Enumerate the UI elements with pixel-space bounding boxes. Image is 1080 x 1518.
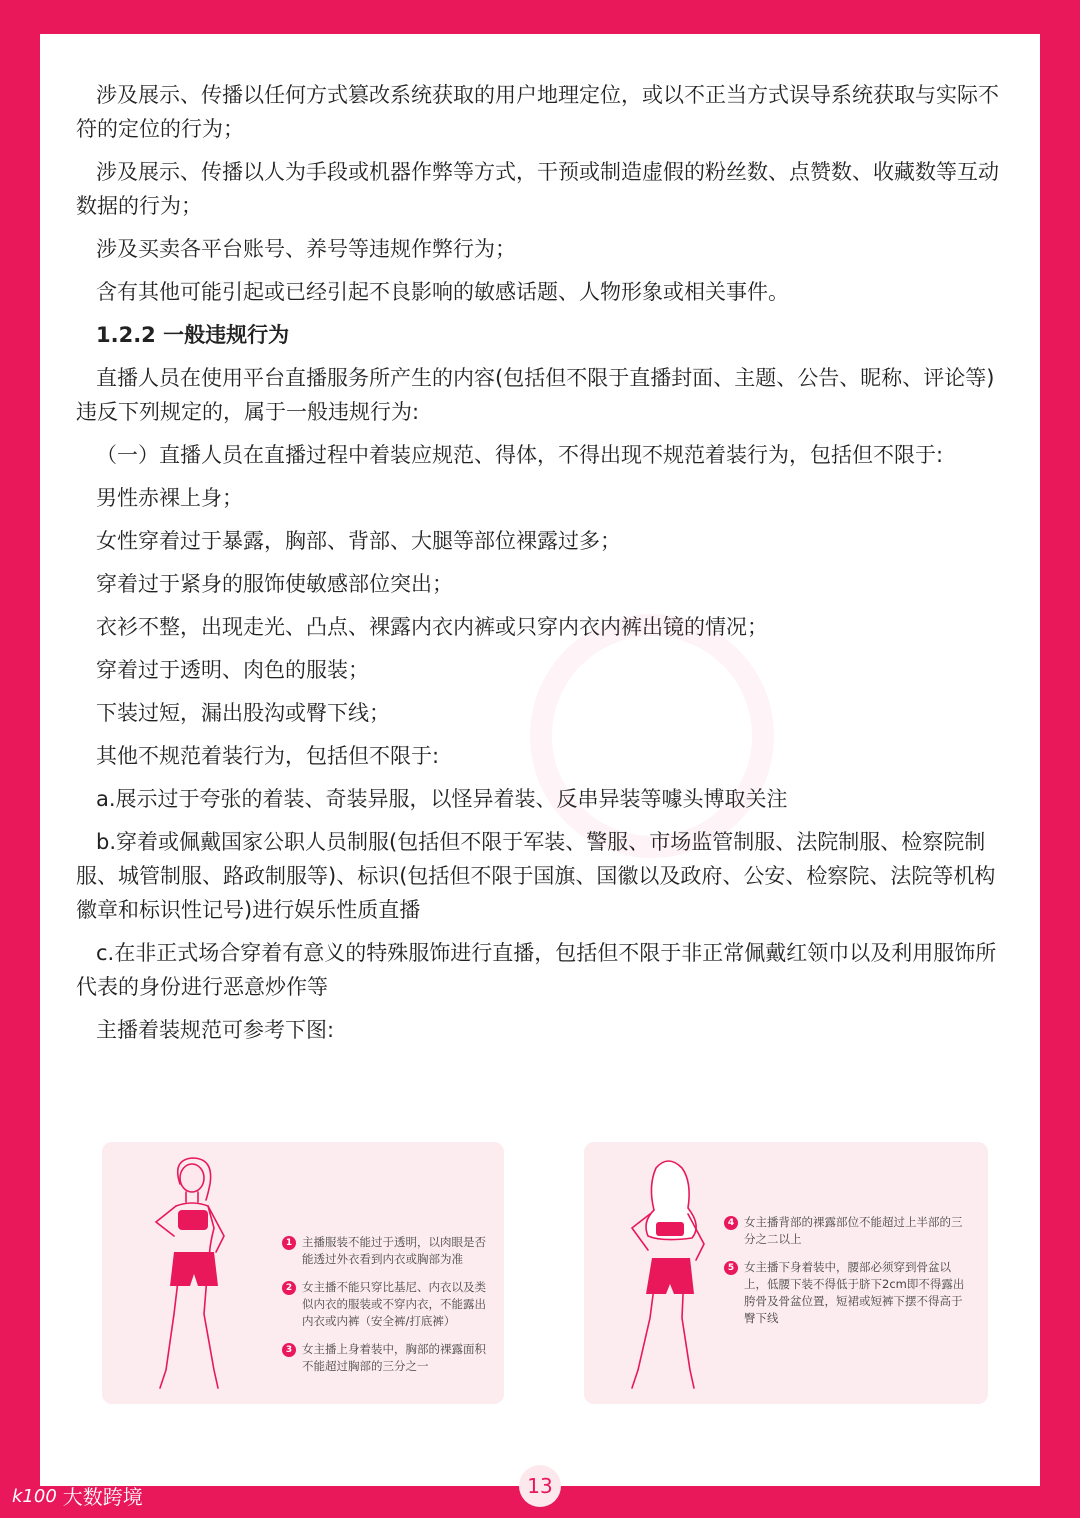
paragraph: 主播着装规范可参考下图: [96,1018,335,1042]
paragraph: 含有其他可能引起或已经引起不良影响的敏感话题、人物形象或相关事件。 [96,280,789,304]
figure-note [724,1259,970,1327]
notes-left [282,1234,488,1386]
paragraph: 穿着过于透明、肉色的服装； [96,658,369,682]
paragraph: 涉及展示、传播以任何方式篡改系统获取的用户地理定位，或以不正当方式误导系统获取与实际不符的定位的行为； [76,83,999,141]
figure-note [724,1214,970,1248]
woman-back-illustration [606,1154,726,1394]
paragraph: 直播人员在使用平台直播服务所产生的内容(包括但不限于直播封面、主题、公告、昵称、评论等)违反下列规定的，属于一般违规行为: [76,366,995,424]
brand-logo-icon: k100 [12,1486,57,1507]
note-number-badge: 4 [724,1216,738,1230]
brand-footer [12,1484,143,1510]
dress-code-figures [102,1142,990,1404]
figure-card-front [102,1142,504,1404]
paragraph: 涉及买卖各平台账号、养号等违规作弊行为； [96,237,516,261]
note-number-badge: 1 [282,1236,296,1250]
note-text: 主播服装不能过于透明，以肉眼是否能透过外衣看到内衣或胸部为准 [302,1235,486,1266]
paragraph: b.穿着或佩戴国家公职人员制服(包括但不限于军装、警服、市场监管制服、法院制服、检察院制服、城管制服、路政制服等)、标识(包括但不限于国旗、国徽以及政府、公安、检察院、法院等机构徽章和标识性记号)进行娱乐性质直播 [76,830,996,922]
paragraph: 男性赤裸上身； [96,486,243,510]
paragraph: 其他不规范着装行为，包括但不限于: [96,744,440,768]
page-number: 13 [519,1465,561,1507]
note-text: 女主播下身着装中，腰部必须穿到骨盆以上，低腰下装不得低于脐下2cm即不得露出胯骨及骨盆位置，短裙或短裤下摆不得高于臀下线 [744,1260,965,1325]
figure-card-back [584,1142,988,1404]
note-text: 女主播背部的裸露部位不能超过上半部的三分之二以上 [744,1215,963,1246]
figure-note [282,1234,488,1268]
document-page [40,34,1040,1486]
brand-name: 大数跨境 [62,1485,143,1509]
paragraph: a.展示过于夸张的着装、奇装异服，以怪异着装、反串异装等噱头博取关注 [96,787,788,811]
body-text [76,78,1008,1056]
paragraph: 涉及展示、传播以人为手段或机器作弊等方式，干预或制造虚假的粉丝数、点赞数、收藏数等互动数据的行为； [76,160,999,218]
note-text: 女主播不能只穿比基尼、内衣以及类似内衣的服装或不穿内衣，不能露出内衣或内裤（安全裤/打底裤） [302,1280,486,1328]
notes-right [724,1214,970,1338]
note-number-badge: 3 [282,1343,296,1357]
note-number-badge: 5 [724,1261,738,1275]
paragraph: 女性穿着过于暴露，胸部、背部、大腿等部位裸露过多； [96,529,621,553]
woman-front-illustration [130,1154,250,1394]
paragraph: 穿着过于紧身的服饰使敏感部位突出； [96,572,453,596]
paragraph: （一）直播人员在直播过程中着装应规范、得体，不得出现不规范着装行为，包括但不限于: [96,443,944,467]
figure-note [282,1279,488,1330]
paragraph: 下装过短，漏出股沟或臀下线； [96,701,390,725]
figure-note [282,1341,488,1375]
note-number-badge: 2 [282,1281,296,1295]
paragraph: c.在非正式场合穿着有意义的特殊服饰进行直播，包括但不限于非正常佩戴红领巾以及利用服饰所代表的身份进行恶意炒作等 [76,941,997,999]
section-heading: 1.2.2 一般违规行为 [96,323,290,347]
note-text: 女主播上身着装中，胸部的裸露面积不能超过胸部的三分之一 [302,1342,486,1373]
paragraph: 衣衫不整，出现走光、凸点、裸露内衣内裤或只穿内衣内裤出镜的情况； [96,615,768,639]
